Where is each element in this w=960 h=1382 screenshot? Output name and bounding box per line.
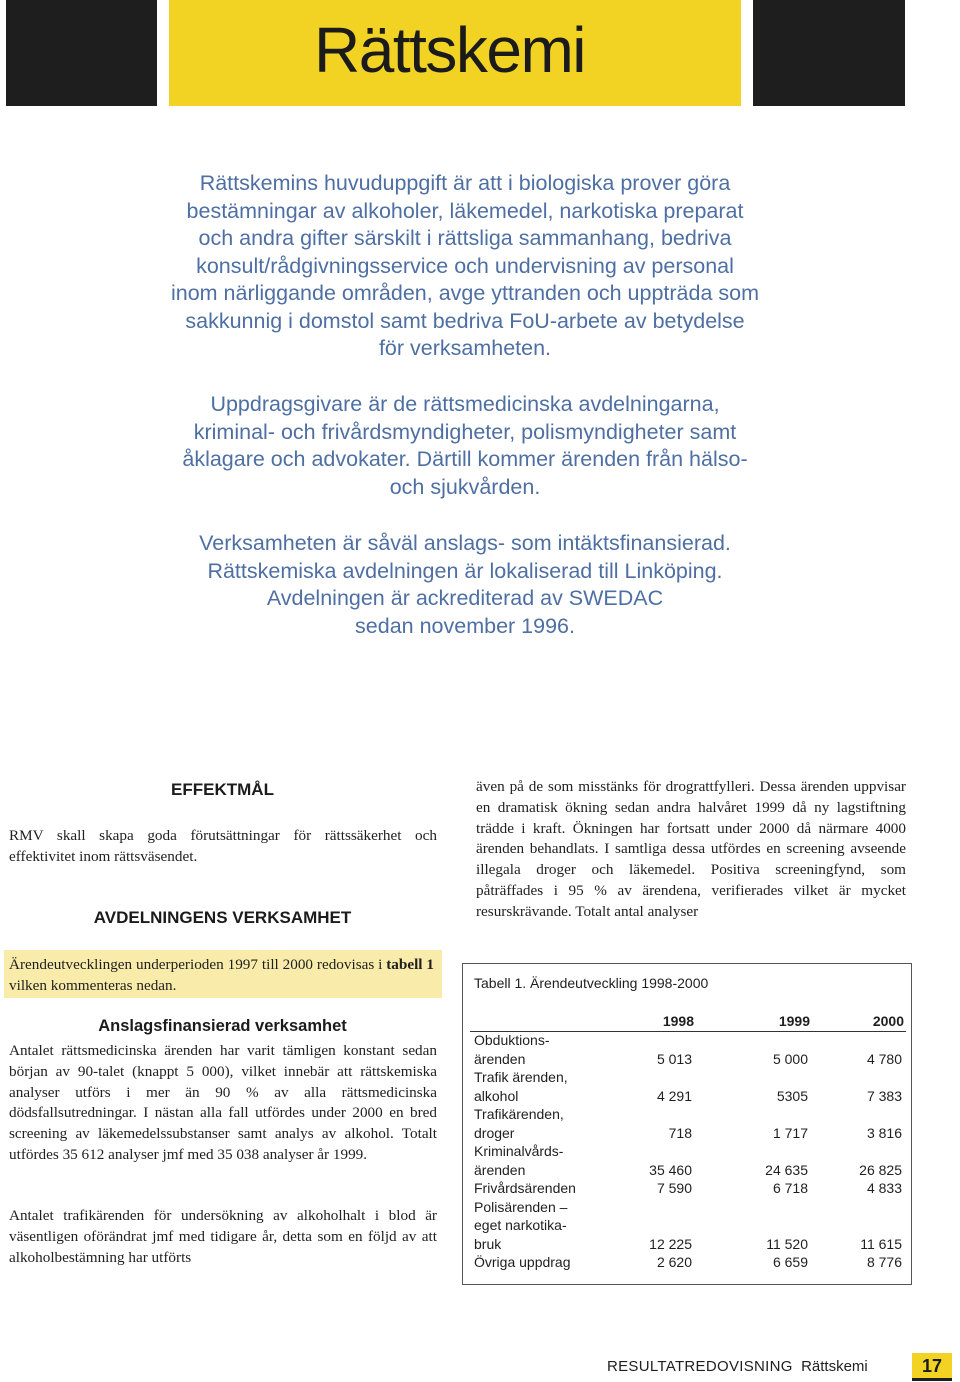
table-row bbox=[474, 1105, 906, 1142]
intro-paragraph-2: Uppdragsgivare är de rättsmedicinska avdelningarna, kriminal- och frivårdsmyndigheter, polismyndigheter samt åklagare och advokater. Därtill kommer ärenden från hälso- och sjukvården. bbox=[182, 392, 748, 499]
cell-2000: 4 780 bbox=[866, 1050, 902, 1067]
cell-1998: 7 590 bbox=[656, 1180, 692, 1196]
cell-1999: 1 717 bbox=[772, 1124, 808, 1141]
cell-1999: 5 000 bbox=[772, 1050, 808, 1067]
table-header bbox=[470, 1011, 906, 1032]
table-reference: tabell 1 bbox=[386, 956, 435, 973]
anslag-heading: Anslagsfinansierad verksamhet bbox=[98, 1017, 347, 1035]
cell-1999: 6 659 bbox=[772, 1254, 808, 1270]
cell-1999: 5305 bbox=[776, 1087, 808, 1104]
cell-2000: 26 825 bbox=[859, 1161, 902, 1178]
table-row bbox=[474, 1068, 906, 1105]
intro-paragraph-1: Rättskemins huvuduppgift är att i biologiska prover göra bestämningar av alkoholer, läkemedel, narkotiska preparat och andra gifter särskilt i rättsliga sammanhang, bedriva konsult/rådgivningsservice och undervisning av personal inom närliggande områden, avge yttranden och uppträda som sakkunnig i domstol samt bedriva FoU-arbete av betydelse för verksamheten. bbox=[170, 171, 760, 360]
page-number: 17 bbox=[912, 1353, 952, 1379]
row-label: Trafik ärenden, alkohol bbox=[474, 1069, 568, 1104]
cell-1998: 2 620 bbox=[656, 1254, 692, 1270]
highlight-text-post: vilken kommenteras nedan. bbox=[9, 976, 177, 994]
cell-1998: 5 013 bbox=[656, 1050, 692, 1067]
cell-2000: 7 383 bbox=[866, 1087, 902, 1104]
trafik-text: Antalet trafikärenden för undersökning av alkoholhalt i blod är väsentligen oförändrat jmf med tidigare år, detta som en följd av att alkoholbestämning har utförts bbox=[9, 1207, 437, 1266]
intro-line: Avdelningen är ackrediterad av SWEDAC bbox=[266, 586, 664, 610]
cell-1999: 11 520 bbox=[766, 1235, 808, 1252]
column-header-2000: 2000 bbox=[872, 1013, 904, 1029]
table-row bbox=[474, 1179, 906, 1198]
highlight-text-pre: Ärendeutvecklingen underperioden 1997 till 2000 redovisas i bbox=[9, 956, 387, 973]
intro-line: Rättskemiska avdelningen är lokaliserad till Linköping. bbox=[207, 558, 723, 583]
row-label: Övriga uppdrag bbox=[474, 1254, 571, 1270]
cell-2000: 4 833 bbox=[866, 1180, 902, 1196]
cell-1999: 24 635 bbox=[765, 1161, 808, 1178]
table-caption: Tabell 1. Ärendeutveckling 1998-2000 bbox=[474, 975, 709, 991]
cell-1998: 12 225 bbox=[649, 1235, 692, 1252]
verksamhet-heading: AVDELNINGENS VERKSAMHET bbox=[93, 908, 352, 927]
table-row bbox=[474, 1031, 906, 1068]
footer-running-head bbox=[607, 1358, 868, 1375]
cell-1998: 718 bbox=[668, 1124, 692, 1141]
row-label: Kriminalvårds- ärenden bbox=[474, 1143, 564, 1178]
page-number-rule bbox=[912, 1378, 952, 1381]
effektmal-text: RMV skall skapa goda förutsättningar för rättssäkerhet och effektivitet inom rättsväsendet. bbox=[9, 827, 437, 865]
cell-1998: 35 460 bbox=[649, 1161, 692, 1178]
row-label: Obduktions- ärenden bbox=[474, 1032, 550, 1067]
effektmal-heading: EFFEKTMÅL bbox=[171, 780, 274, 799]
table-row bbox=[474, 1142, 906, 1179]
intro-line: Verksamheten är såväl anslags- som intäktsfinansierad. bbox=[199, 531, 731, 555]
table-row bbox=[474, 1198, 906, 1254]
cell-2000: 3 816 bbox=[866, 1124, 902, 1141]
highlight-text bbox=[9, 955, 434, 997]
row-label: Frivårdsärenden bbox=[474, 1180, 576, 1196]
column-header-1999: 1999 bbox=[778, 1013, 810, 1029]
intro-paragraph-3 bbox=[170, 530, 760, 640]
footer-section: RESULTATREDOVISNING bbox=[607, 1358, 793, 1375]
header-dark-block-right bbox=[753, 0, 905, 106]
intro-line: sedan november 1996. bbox=[355, 613, 575, 638]
table-row bbox=[474, 1253, 906, 1272]
row-label: Polisärenden – eget narkotika- bruk bbox=[474, 1198, 568, 1252]
table-body bbox=[474, 1031, 906, 1272]
row-label: Trafikärenden, droger bbox=[474, 1106, 564, 1141]
header-dark-block-left bbox=[6, 0, 157, 106]
right-column-text: även på de som misstänks för drograttfylleri. Dessa ärenden uppvisar en dramatisk ökning sedan andra halvåret 1999 då ny lagstiftning trädde i kraft. Ökningen har fortsatt under 2000 då närmare 4000 ärenden behandlats. I samtliga dessa utfördes en screening avseende illegala droger och läkemedel. Positiva screeningfynd, som påträffades i 95 % av ärendena, verifierades vilket är mycket resurskrävande. Totalt antal analyser bbox=[476, 778, 906, 920]
page-title: Rättskemi bbox=[314, 14, 585, 86]
anslag-text: Antalet rättsmedicinska ärenden har varit tämligen konstant sedan början av 90-talet (knappt 5 000), vilket innebär att rättskemiska analyser utförs i mer än 90 % av alla rättsmedicinska dödsfallsutredningar. I nästan alla fall utfördes under 2000 en bred screening av läkemedelssubstanser samt analys av alkohol. Totalt utfördes 35 612 analyser jmf med 35 038 analyser år 1999. bbox=[9, 1042, 437, 1163]
cell-2000: 8 776 bbox=[866, 1254, 902, 1270]
cell-1998: 4 291 bbox=[656, 1087, 692, 1104]
cell-1999: 6 718 bbox=[772, 1180, 808, 1196]
column-header-1998: 1998 bbox=[662, 1013, 694, 1029]
footer-chapter: Rättskemi bbox=[801, 1358, 868, 1375]
cell-2000: 11 615 bbox=[860, 1235, 902, 1252]
